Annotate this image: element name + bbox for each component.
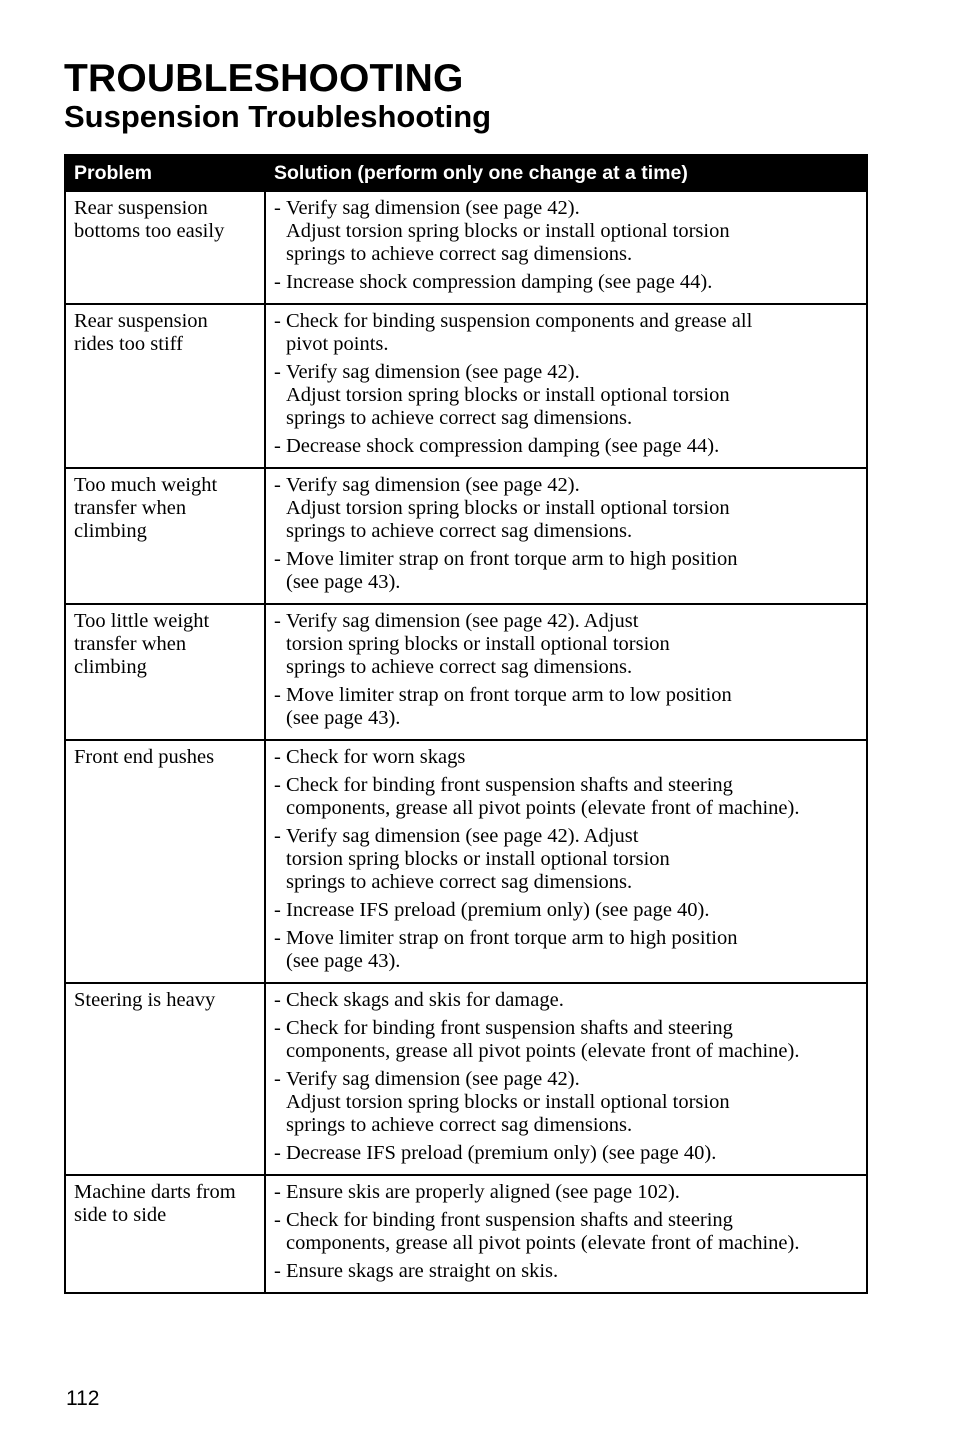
table-row [65,740,867,983]
table-row [65,304,867,468]
solution-cell [265,468,867,604]
solution-item: - Verify sag dimension (see page 42). Adjust torsion spring blocks or install optional torsion springs to achieve correct sag dimensions. [274,197,858,266]
solution-item: - Decrease shock compression damping (see page 44). [274,435,858,458]
solution-item: - Verify sag dimension (see page 42). Adjust torsion spring blocks or install optional torsion springs to achieve correct sag dimensions. [274,825,858,894]
table-row [65,191,867,304]
table-header-row [65,155,867,191]
solution-list [274,989,858,1165]
solution-cell [265,983,867,1175]
solution-list [274,746,858,973]
column-header-solution: Solution (perform only one change at a time) [265,155,867,191]
solution-cell [265,740,867,983]
problem-text: Front end pushes [74,746,215,768]
solution-item: - Move limiter strap on front torque arm to low position (see page 43). [274,684,858,730]
solution-item: - Move limiter strap on front torque arm to high position (see page 43). [274,548,858,594]
solution-item: - Verify sag dimension (see page 42). Adjust torsion spring blocks or install optional torsion springs to achieve correct sag dimensions. [274,1068,858,1137]
solution-cell [265,1175,867,1293]
solution-item: - Check for binding front suspension shafts and steering components, grease all pivot points (elevate front of machine). [274,1017,858,1063]
page-title: TROUBLESHOOTING [64,57,464,100]
table-header [65,155,867,191]
solution-item: - Ensure skis are properly aligned (see page 102). [274,1181,858,1204]
problem-cell [65,304,265,468]
solution-cell [265,191,867,304]
solution-item: - Verify sag dimension (see page 42). Adjust torsion spring blocks or install optional torsion springs to achieve correct sag dimensions. [274,610,858,679]
solution-item: - Move limiter strap on front torque arm to high position (see page 43). [274,927,858,973]
problem-cell [65,191,265,304]
problem-text: Too little weight transfer when climbing [74,610,210,678]
solution-list [274,474,858,594]
troubleshooting-table [64,154,868,1294]
problem-text: Rear suspension bottoms too easily [74,197,225,242]
solution-item: - Check skags and skis for damage. [274,989,858,1012]
table-body [65,191,867,1293]
solution-cell [265,604,867,740]
problem-cell [65,468,265,604]
page-number: 112 [66,1387,100,1410]
solution-item: - Increase shock compression damping (see page 44). [274,271,858,294]
solution-item: - Increase IFS preload (premium only) (see page 40). [274,899,858,922]
problem-text: Too much weight transfer when climbing [74,474,218,542]
table-row [65,468,867,604]
solution-list [274,610,858,730]
solution-item: - Check for binding front suspension shafts and steering components, grease all pivot points (elevate front of machine). [274,774,858,820]
solution-cell [265,304,867,468]
solution-item: - Check for binding front suspension shafts and steering components, grease all pivot points (elevate front of machine). [274,1209,858,1255]
table-row [65,983,867,1175]
problem-cell [65,1175,265,1293]
problem-text: Machine darts from side to side [74,1181,236,1226]
solution-list [274,1181,858,1283]
solution-list [274,197,858,294]
solution-list [274,310,858,458]
solution-item: - Check for binding suspension components and grease all pivot points. [274,310,858,356]
problem-cell [65,740,265,983]
table-row [65,604,867,740]
table-row [65,1175,867,1293]
solution-item: - Check for worn skags [274,746,858,769]
problem-cell [65,604,265,740]
solution-item: - Verify sag dimension (see page 42). Adjust torsion spring blocks or install optional torsion springs to achieve correct sag dimensions. [274,361,858,430]
solution-item: - Decrease IFS preload (premium only) (see page 40). [274,1142,858,1165]
problem-text: Steering is heavy [74,989,216,1011]
column-header-problem: Problem [65,155,265,191]
solution-item: - Verify sag dimension (see page 42). Adjust torsion spring blocks or install optional torsion springs to achieve correct sag dimensions. [274,474,858,543]
problem-cell [65,983,265,1175]
solution-item: - Ensure skags are straight on skis. [274,1260,858,1283]
problem-text: Rear suspension rides too stiff [74,310,208,355]
section-subtitle: Suspension Troubleshooting [64,99,492,134]
